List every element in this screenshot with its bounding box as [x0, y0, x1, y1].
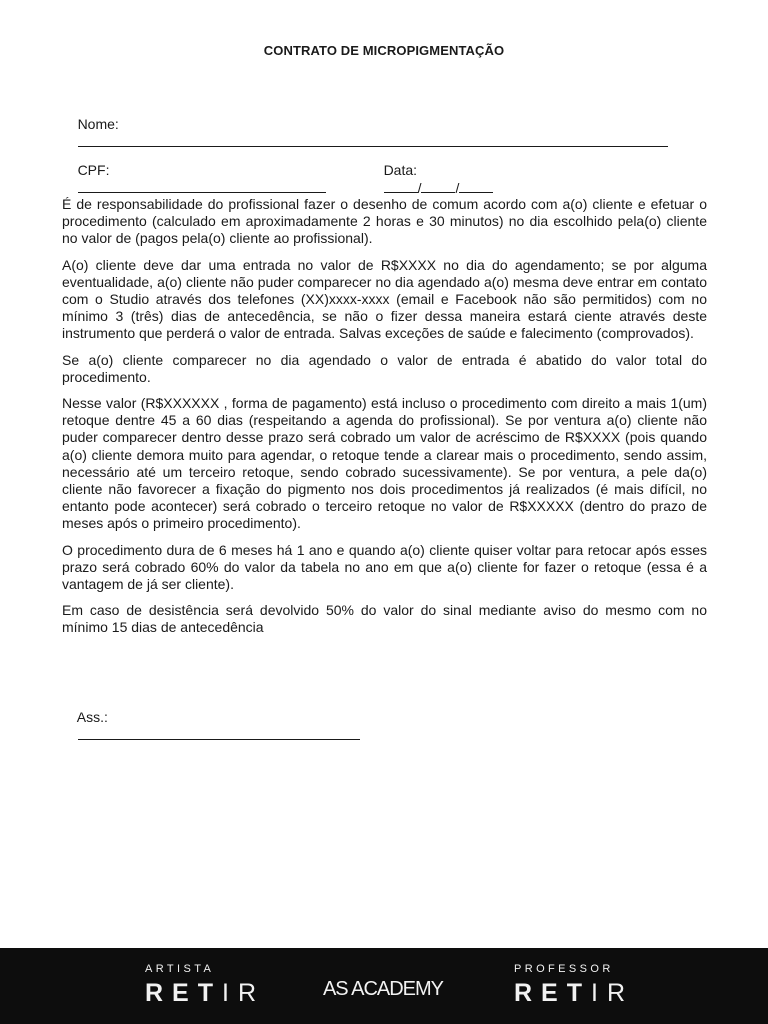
as-academy-logo — [320, 974, 446, 1000]
retir-wordmark: RETIR — [145, 979, 265, 1007]
artista-label: ARTISTA — [145, 963, 215, 975]
professor-retir-logo — [514, 963, 634, 1007]
signature-label: Ass.: — [76, 709, 108, 725]
retir-wordmark: RETIR — [514, 979, 634, 1007]
name-label: Nome: — [77, 116, 119, 132]
paragraph: Em caso de desistência será devolvido 50% do valor do sinal mediante aviso do mesmo com no mínimo 15 dias de antecedência — [62, 602, 707, 636]
date-separator: / — [417, 180, 422, 196]
signature-line[interactable] — [78, 726, 360, 740]
paragraph: A(o) cliente deve dar uma entrada no valor de R$XXXX no dia do agendamento; se por alguma eventualidade, a(o) cliente não puder comparecer no dia agendado a(o) mesma deve entrar em contato com o Studio através dos telefones (XX)xxxx-xxxx (email e Facebook não são permitidos) com no mínimo 3 (três) dias de antecedência, se não o fizer dessa maneira estará ciente através deste instrumento que perderá o valor de entrada. Salvas exceções de saúde e falecimento (comprovados). — [62, 256, 707, 342]
paragraph: O procedimento dura de 6 meses há 1 ano e quando a(o) cliente quiser voltar para retocar após esses prazo será cobrado 60% do valor da tabela no ano em que a(o) cliente for fazer o retoque (essa é a vantagem de já ser cliente). — [62, 541, 707, 593]
signature-field — [62, 690, 360, 762]
professor-label: PROFESSOR — [514, 963, 614, 975]
cpf-label: CPF: — [77, 162, 110, 178]
paragraph: É de responsabilidade do profissional fazer o desenho de comum acordo com a(o) cliente e efetuar o procedimento (calculado em aproximadamente 2 horas e 30 minutos) no dia escolhido pela(o) cliente no valor de (pagos pela(o) cliente ao profissional). — [62, 196, 707, 247]
date-label: Data: — [383, 162, 418, 178]
date-day-line[interactable] — [384, 179, 418, 193]
artista-retir-logo — [145, 963, 265, 1007]
cpf-line[interactable] — [78, 179, 326, 193]
contract-body — [62, 196, 707, 646]
date-separator: / — [455, 180, 460, 196]
paragraph: Nesse valor (R$XXXXXX , forma de pagamento) está incluso o procedimento com direito a mais 1(um) retoque dentre 45 a 60 dias (respeitando a agenda do profissional). Se por ventura a(o) cliente não puder comparecer dentro desse prazo será cobrado um valor de acréscimo de R$XXXX (pois quando a(o) cliente demora muito para agendar, o retoque tende a clarear mais o procedimento, sendo assim, necessário até um terceiro retoque, sendo cobrado sucessivamente). Se por ventura, a pele da(o) cliente não favorecer a fixação do pigmento nos dois procedimentos já realizados (é mais difícil, no entanto pode acontecer) será cobrado o terceiro retoque no valor de R$XXXXX (dentro do prazo de meses após o primeiro procedimento). — [62, 395, 707, 532]
paragraph: Se a(o) cliente comparecer no dia agendado o valor de entrada é abatido do valor total do procedimento. — [62, 351, 707, 385]
svg-text:AS ACADEMY: AS ACADEMY — [322, 978, 444, 1000]
date-month-line[interactable] — [421, 179, 455, 193]
date-year-line[interactable] — [459, 179, 493, 193]
document-title: CONTRATO DE MICROPIGMENTAÇÃO — [263, 43, 505, 58]
